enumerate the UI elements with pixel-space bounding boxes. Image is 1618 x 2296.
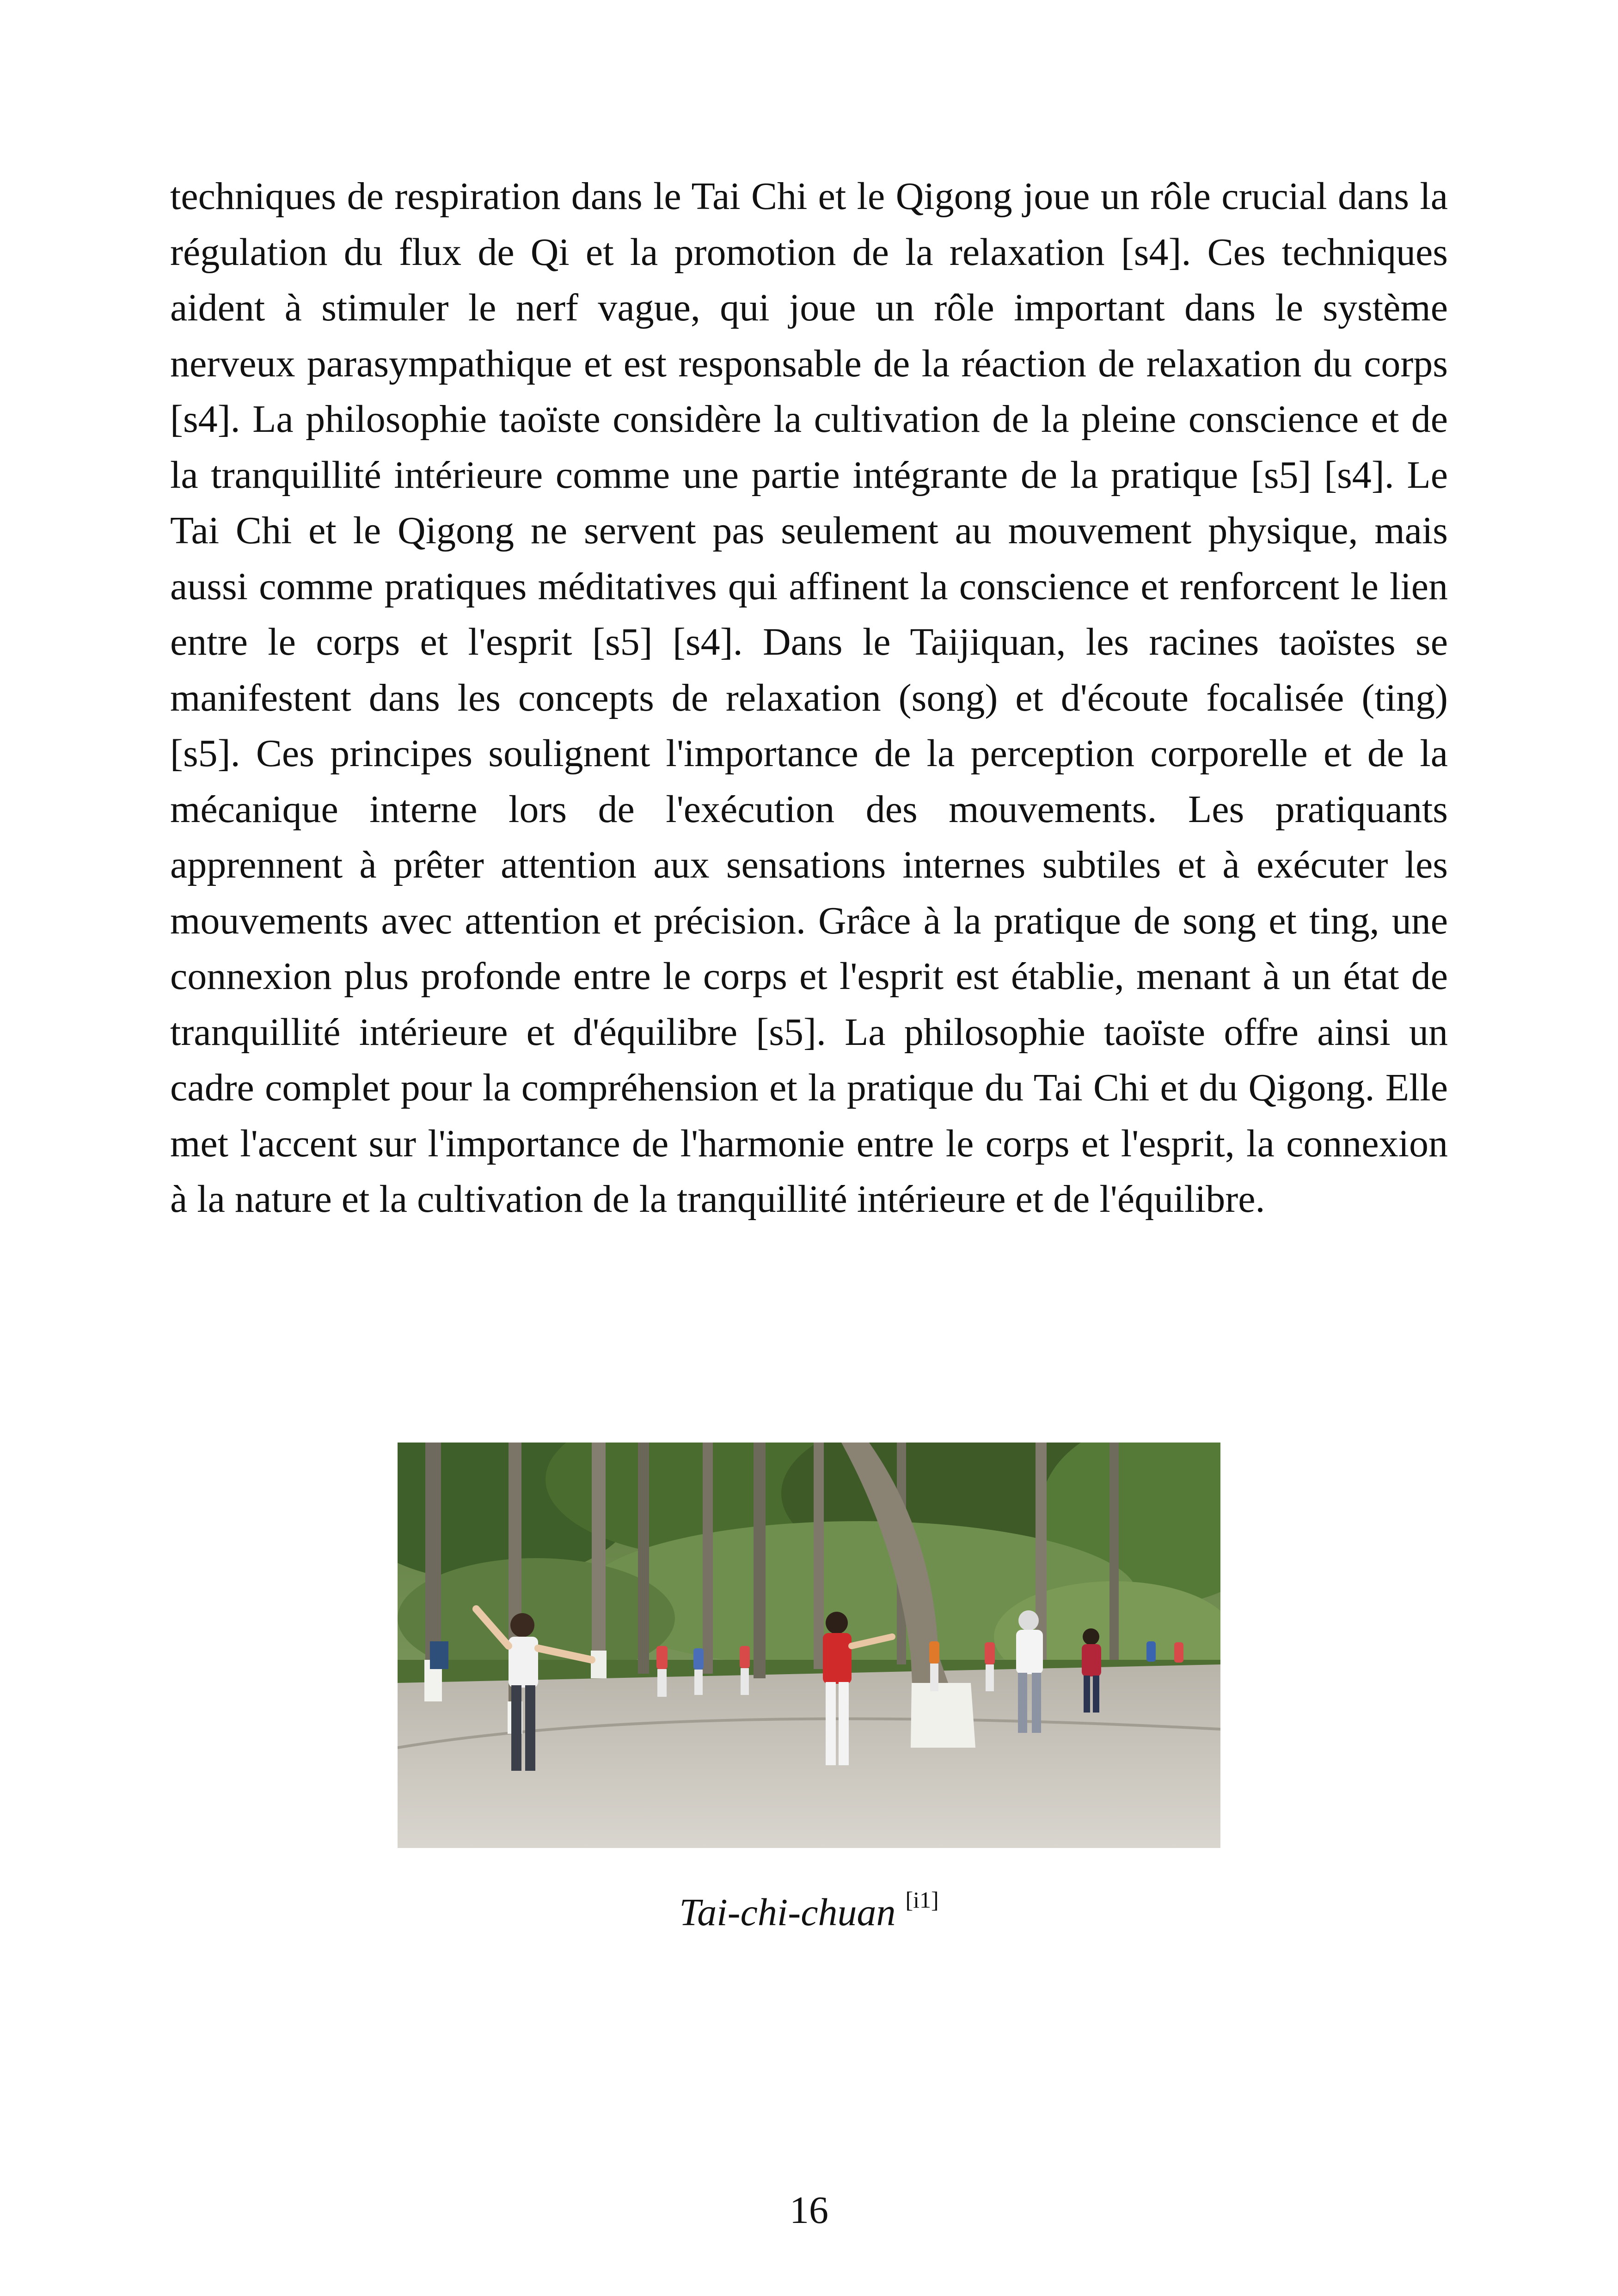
figure-caption-text: Tai-chi-chuan (679, 1891, 896, 1934)
page-number: 16 (790, 2189, 828, 2232)
body-paragraph: techniques de respiration dans le Tai Chi et le Qigong joue un rôle crucial dans la régulation du flux de Qi et la promotion de la relaxation [s4]. Ces techniques aident à stimuler le nerf vague, qui joue un rôle important dans le système nerveux parasympathique et est responsable de la réaction de relaxation du corps [s4]. La philosophie taoïste considère la cultivation de la pleine conscience et de la tranquillité intérieure comme une partie intégrante de la pratique [s5] [s4]. Le Tai Chi et le Qigong ne servent pas seulement au mouvement physique, mais aussi comme pratiques méditatives qui affinent la conscience et renforcent le lien entre le corps et l'esprit [s5] [s4]. Dans le Taijiquan, les racines taoïstes se manifestent dans les concepts de relaxation (song) et d'écoute focalisée (ting) [s5]. Ces principes soulignent l'importance de la perception corporelle et de la mécanique interne lors de l'exécution des mouvements. Les pratiquants apprennent à prêter attention aux sensations internes subtiles et à exécuter les mouvements avec attention et précision. Grâce à la pratique de song et ting, une connexion plus profonde entre le corps et l'esprit est établie, menant à un état de tranquillité intérieure et d'équilibre [s5]. La philosophie taoïste offre ainsi un cadre complet pour la compréhension et la pratique du Tai Chi et du Qigong. Elle met l'accent sur l'importance de l'harmonie entre le corps et l'esprit, la connexion à la nature et la cultivation de la tranquillité intérieure et de l'équilibre. (170, 175, 1448, 1221)
figure-caption (0, 1887, 1618, 1935)
figure-reference: [i1] (905, 1887, 939, 1913)
tai-chi-park-photo (398, 1443, 1220, 1848)
